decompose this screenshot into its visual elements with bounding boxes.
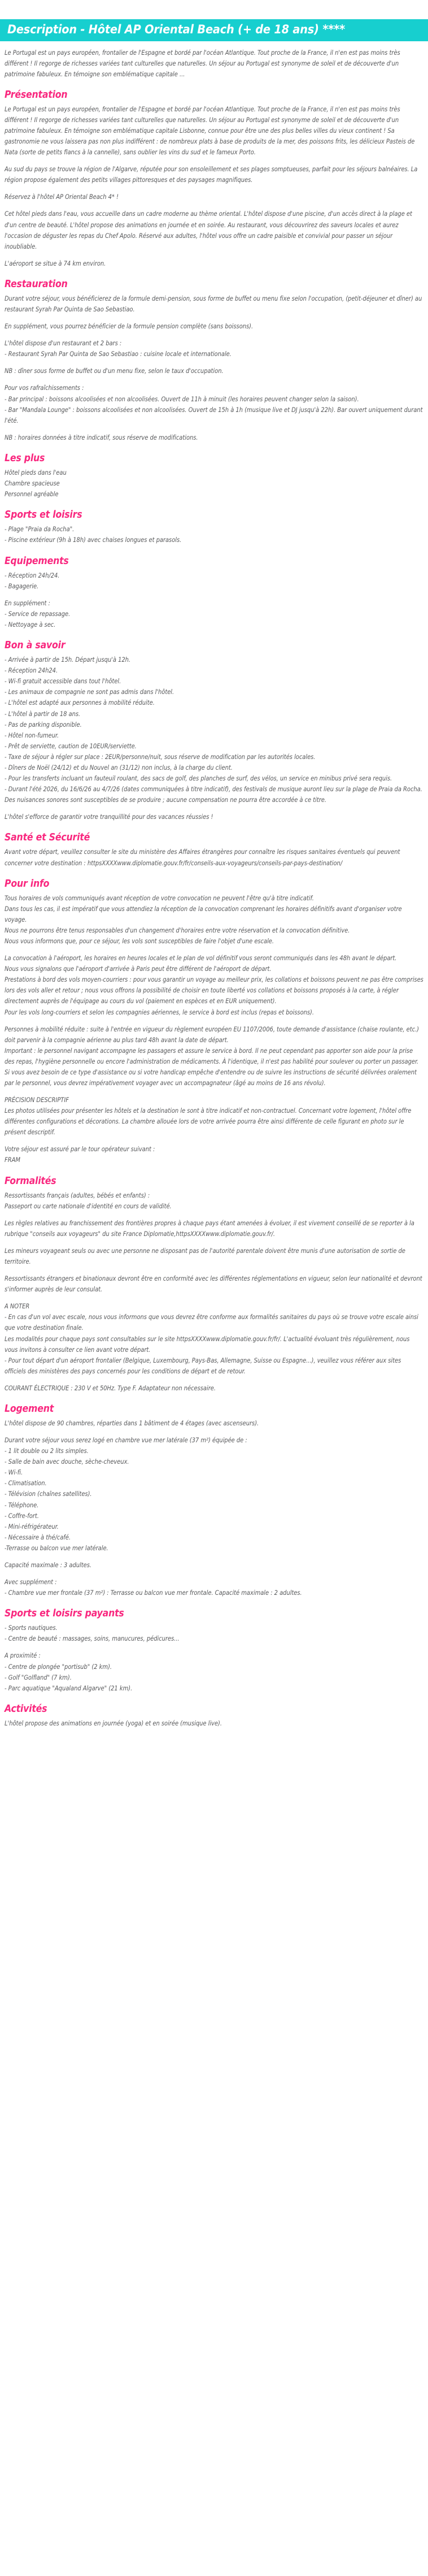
logement-capacity: Capacité maximale : 3 adultes. xyxy=(5,1561,91,1569)
les-plus-item-3: Personnel agréable xyxy=(5,491,59,498)
restauration-paragraph-1: Durant votre séjour, vous bénéficierez de la formule demi-pension, sous forme de buffet ou menu fixe selon l'occupation, (petit-déjeuner et dîner) au restaurant Syrah Par Quinta de Sao Sebastiao. xyxy=(5,295,422,314)
logement-item-8: - Mini-réfrigérateur. xyxy=(5,1523,59,1530)
restauration-paragraph-2: En supplément, vous pourrez bénéficier de la formule pension complète (sans boissons). xyxy=(5,323,254,331)
bon-a-savoir-item-12: - Pour les transferts incluant un fauteuil roulant, des sacs de golf, des planches de surf, des vélos, un service en minibus privé sera requis. xyxy=(5,775,392,782)
formalites-line-4: Les mineurs voyageant seuls ou avec une personne ne disposant pas de l'autorité parentale doivent être munis d'une autorisation de sortie de territoire. xyxy=(5,1247,405,1266)
nearby-item-3: - Parc aquatique "Aqualand Algarve" (21 km). xyxy=(5,1684,133,1692)
bar-item-2: - Bar "Mandala Lounge" : boissons alcoolisées et non alcoolisées. Ouvert de 15h à 1h (musique live et DJ jusqu'à 22h). Bar ouvert uniquement durant l'été. xyxy=(5,406,423,424)
section-heading-formalites: Formalités xyxy=(5,1175,56,1187)
activites-paragraph-1: L'hôtel propose des animations en journée (yoga) et en soirée (musique live). xyxy=(5,1719,222,1727)
logement-item-3: - Wi-fi. xyxy=(5,1469,23,1477)
sports-payants-item-2: - Centre de beauté : massages, soins, manucures, pédicures... xyxy=(5,1635,180,1643)
logement-item-5: - Télévision (chaînes satellites). xyxy=(5,1490,92,1498)
bon-a-savoir-item-5: - L'hôtel est adapté aux personnes à mobilité réduite. xyxy=(5,699,155,707)
section-heading-presentation: Présentation xyxy=(5,89,68,101)
section-heading-les-plus: Les plus xyxy=(5,452,45,464)
equipements-supplement-item-1: - Service de repassage. xyxy=(5,610,71,618)
logement-item-2: - Salle de bain avec douche, sèche-cheveux. xyxy=(5,1458,129,1466)
pour-info-block-3 xyxy=(5,1024,423,1088)
courant-electrique: COURANT ÉLECTRIQUE : 230 V et 50Hz. Type F. Adaptateur non nécessaire. xyxy=(5,1384,216,1392)
equipement-item-1: - Réception 24h/24. xyxy=(5,571,60,579)
logement-intro: L'hôtel dispose de 90 chambres, réparties dans 1 bâtiment de 4 étages (avec ascenseurs). xyxy=(5,1420,259,1428)
restauration-nb-diner: NB : dîner sous forme de buffet ou d'un menu fixe, selon le taux d'occupation. xyxy=(5,367,224,375)
bon-a-savoir-item-3: - Wi-fi gratuit accessible dans tout l'hôtel. xyxy=(5,678,121,686)
logement-supplement-item-1: - Chambre vue mer frontale (37 m²) : Terrasse ou balcon vue mer frontale. Capacité maximale : 2 adultes. xyxy=(5,1589,302,1597)
restaurants-intro: L'hôtel dispose d'un restaurant et 2 bars : xyxy=(5,340,122,348)
pour-info-block-1 xyxy=(5,893,423,947)
logement-room-block xyxy=(5,1435,423,1554)
pour-info-pmr-2: Important : le personnel navigant accompagne les passagers et assure le service à bord. Il ne peut cependant pas apporter son aide pour la prise des repas, l'hygiène personnelle ou encore l'administration de médicaments. À l'identique, il n'est pas habilité pour soulever ou porter un passager. Si vous avez besoin de ce type d'assistance ou si votre handicap empêche d'entendre ou de suivre les instructions de sécurité délivrées oralement par le personnel, vous devrez impérativement voyager avec un accompagnateur (âgé au moins de 16 ans révolu). xyxy=(5,1047,419,1087)
equipements-supplement-intro: En supplément : xyxy=(5,599,50,607)
bon-a-savoir-closing: L'hôtel s'efforce de garantir votre tranquillité pour des vacances réussies ! xyxy=(5,813,213,821)
equipements-supplement xyxy=(5,598,423,630)
bars-intro: Pour vos rafraîchissements : xyxy=(5,384,84,392)
logement-item-1: - 1 lit double ou 2 lits simples. xyxy=(5,1447,89,1455)
equipements-supplement-item-2: - Nettoyage à sec. xyxy=(5,621,56,628)
sports-et-loisirs-list xyxy=(5,524,423,545)
pour-info-line-4: Nous vous informons que, pour ce séjour, les vols sont susceptibles de faire l'objet d'une escale. xyxy=(5,938,274,946)
les-plus-list xyxy=(5,467,423,500)
a-noter-line-1: - En cas d'un vol avec escale, nous vous informons que vous devrez être conforme aux formalités sanitaires du pays où se trouve votre escale ainsi que votre destination finale. xyxy=(5,1313,418,1332)
presentation-paragraph-1: Le Portugal est un pays européen, frontalier de l'Espagne et bordé par l'océan Atlantique. Tout proche de la France, il n'en est pas moins très différent ! Il regorge de richesses variées tant culturelles que naturelles. Un séjour au Portugal est synonyme de soleil et de découverte d'un patrimoine fabuleux. En témoigne son emblématique capitale Lisbonne, connue pour être une des plus belles villes du vieux continent ! Sa gastronomie ne vous laissera pas non plus indifférent : de nombreux plats à base de produits de la mer, des poissons frits, les délicieux Pasteis de Nata (sorte de petits flancs à la cannelle), sans oublier les vins du sud et le fameux Porto. xyxy=(5,105,415,157)
sports-item-2: - Piscine extérieur (9h à 18h) avec chaises longues et parasols. xyxy=(5,536,182,544)
bon-a-savoir-item-1: - Arrivée à partir de 15h. Départ jusqu'à 12h. xyxy=(5,656,131,664)
bon-a-savoir-item-4: - Les animaux de compagnie ne sont pas admis dans l'hôtel. xyxy=(5,688,174,696)
section-heading-bon-a-savoir: Bon à savoir xyxy=(5,640,65,652)
section-heading-sante-et-securite: Santé et Sécurité xyxy=(5,832,90,844)
presentation-paragraph-5: L'aéroport se situe à 74 km environ. xyxy=(5,259,106,267)
logement-item-9: - Nécessaire à thé/café. xyxy=(5,1533,71,1541)
sports-payants-list xyxy=(5,1623,423,1644)
bon-a-savoir-item-10: - Taxe de séjour à régler sur place : 2EUR/personne/nuit, sous réserve de modification par les autorités locales. xyxy=(5,753,316,761)
nearby-item-1: - Centre de plongée "portisub" (2 km). xyxy=(5,1663,112,1671)
bon-a-savoir-item-9: - Prêt de serviette, caution de 10EUR/serviette. xyxy=(5,742,137,750)
pour-info-line-5: La convocation à l'aéroport, les horaires en heures locales et le plan de vol définitif vous seront communiqués dans les 48h avant le départ. xyxy=(5,955,397,962)
pour-info-line-8: Pour les vols long-courriers et selon les compagnies aériennes, le service à bord est inclus (repas et boissons). xyxy=(5,1008,315,1016)
formalites-line-5: Ressortissants étrangers et binationaux devront être en conformité avec les différentes réglementations en vigueur, selon leur nationalité et devront s'informer auprès de leur consulat. xyxy=(5,1275,422,1294)
nearby-intro: A proximité : xyxy=(5,1652,41,1660)
precision-descriptif-block xyxy=(5,1095,423,1138)
logement-item-4: - Climatisation. xyxy=(5,1480,47,1488)
tour-operator-intro: Votre séjour est assuré par le tour opérateur suivant : xyxy=(5,1146,155,1153)
bon-a-savoir-item-7: - Pas de parking disponible. xyxy=(5,721,82,728)
sports-item-1: - Plage "Praia da Rocha". xyxy=(5,526,75,534)
pour-info-line-6: Nous vous signalons que l'aéroport d'arrivée à Paris peut être différent de l'aéroport de départ. xyxy=(5,965,272,973)
bon-a-savoir-list xyxy=(5,654,423,805)
section-heading-restauration: Restauration xyxy=(5,278,68,290)
bon-a-savoir-item-11: - Dîners de Noël (24/12) et du Nouvel an (31/12) non inclus, à la charge du client. xyxy=(5,764,233,771)
sports-payants-nearby xyxy=(5,1650,423,1693)
intro-paragraph: Le Portugal est un pays européen, frontalier de l'Espagne et bordé par l'océan Atlantique. Tout proche de la France, il n'en est pas moins très différent ! Il regorge de richesses variées tant culturelles que naturelles. Un séjour au Portugal est synonyme de soleil et de découverte d'un patrimoine fabuleux. En témoigne son emblématique capitale ... xyxy=(5,49,400,78)
section-heading-activites: Activités xyxy=(5,1703,47,1715)
sports-payants-item-1: - Sports nautiques. xyxy=(5,1624,58,1632)
section-heading-logement: Logement xyxy=(5,1403,54,1415)
bar-item-1: - Bar principal : boissons alcoolisées et non alcoolisées. Ouvert de 11h à minuit (les horaires peuvent changer selon la saison). xyxy=(5,395,359,403)
section-heading-sports-et-loisirs-payants: Sports et loisirs payants xyxy=(5,1608,124,1620)
section-heading-equipements: Equipements xyxy=(5,555,69,567)
formalites-line-1: Ressortissants français (adultes, bébés et enfants) : xyxy=(5,1191,150,1199)
logement-supplement-block xyxy=(5,1577,423,1598)
pour-info-line-3: Nous ne pourrons être tenus responsables d'un changement d'horaires entre votre réservation et la convocation définitive. xyxy=(5,926,350,934)
nearby-item-2: - Golf "Golfland" (7 km). xyxy=(5,1673,72,1681)
pour-info-line-2: Dans tous les cas, il est impératif que vous attendiez la réception de la convocation comprenant les horaires définitifs avant d'organiser votre voyage. xyxy=(5,905,402,923)
restaurant-item: - Restaurant Syrah Par Quinta de Sao Sebastiao : cuisine locale et internationale. xyxy=(5,350,232,358)
logement-item-6: - Téléphone. xyxy=(5,1501,39,1509)
page-content xyxy=(0,41,428,1729)
logement-supplement-intro: Avec supplément : xyxy=(5,1578,57,1586)
restauration-restaurants xyxy=(5,338,423,359)
pour-info-line-7: Prestations à bord des vols moyen-courriers : pour vous garantir un voyage au meilleur prix, les collations et boissons peuvent ne pas être comprises lors des vols aller et retour ; nous vous offrons la possibilité de choisir en toute liberté vos collations et boissons proposés à la carte, à régler directement auprès de l'équipage au cours du vol (paiement en espèces et en EUR uniquement). xyxy=(5,976,423,1005)
logement-item-7: - Coffre-fort. xyxy=(5,1512,39,1520)
pour-info-pmr-1: Personnes à mobilité réduite : suite à l'entrée en vigueur du règlement européen EU 1107/2006, toute demande d'assistance (chaise roulante, etc.) doit parvenir à la compagnie aérienne au plus tard 48h avant la date de départ. xyxy=(5,1025,419,1044)
a-noter-title: A NOTER xyxy=(5,1303,30,1311)
presentation-paragraph-3: Réservez à l'hôtel AP Oriental Beach 4* ! xyxy=(5,193,119,201)
les-plus-item-1: Hôtel pieds dans l'eau xyxy=(5,469,67,476)
a-noter-line-2: Les modalités pour chaque pays sont consultables sur le site httpsXXXXwww.diplomatie.gouv.fr/fr/. L'actualité évoluant très régulièrement, nous vous invitons à consulter ce lien avant votre départ. xyxy=(5,1335,410,1354)
bon-a-savoir-item-13: - Durant l'été 2026, du 16/6/26 au 4/7/26 (dates communiquées à titre indicatif), des festivals de musique auront lieu sur la plage de Praia da Rocha. Des nuisances sonores sont susceptibles de se produire ; aucune compensation ne pourra être accordée à ce titre. xyxy=(5,786,422,804)
presentation-paragraph-2: Au sud du pays se trouve la région de l'Algarve, réputée pour son ensoleillement et ses plages somptueuses, parfait pour les séjours balnéaires. La région propose également des petits villages pittoresques et des paysages magnifiques. xyxy=(5,166,418,184)
section-heading-pour-info: Pour info xyxy=(5,878,50,890)
page-title: Description - Hôtel AP Oriental Beach (+ de 18 ans) **** xyxy=(0,19,428,41)
logement-item-10: -Terrasse ou balcon vue mer latérale. xyxy=(5,1544,108,1552)
top-spacer xyxy=(0,0,428,19)
pour-info-line-1: Tous horaires de vols communiqués avant réception de votre convocation ne peuvent l'être qu'à titre indicatif. xyxy=(5,894,314,902)
les-plus-item-2: Chambre spacieuse xyxy=(5,480,60,488)
sante-paragraph-1: Avant votre départ, veuillez consulter le site du ministère des Affaires étrangères pour connaître les risques sanitaires éventuels qui peuvent concerner votre destination : httpsXXXXwww.diplomatie.gouv.fr/fr/conseils-aux-voyageurs/conseils-par-pays-destination/ xyxy=(5,848,400,867)
precision-descriptif-text: Les photos utilisées pour présenter les hôtels et la destination le sont à titre indicatif et non-contractuel. Concernant votre logement, l'hôtel offre différentes configurations et décorations. La chambre allouée lors de votre arrivée pourra être ainsi différente de celle figurant en photo sur le présent descriptif. xyxy=(5,1107,412,1137)
restauration-bars xyxy=(5,383,423,426)
equipement-item-2: - Bagagerie. xyxy=(5,582,39,590)
formalites-line-3: Les règles relatives au franchissement des frontières propres à chaque pays étant amenées à évoluer, il est vivement conseillé de se reporter à la rubrique "conseils aux voyageurs" du site France Diplomatie,httpsXXXXwww.diplomatie.gouv.fr/. xyxy=(5,1219,414,1238)
restauration-nb-horaires: NB : horaires données à titre indicatif, sous réserve de modifications. xyxy=(5,433,198,441)
bon-a-savoir-item-8: - Hôtel non-fumeur. xyxy=(5,731,59,739)
formalites-a-noter-block xyxy=(5,1301,423,1377)
tour-operator-name: FRAM xyxy=(5,1156,20,1164)
a-noter-line-3: - Pour tout départ d'un aéroport frontalier (Belgique, Luxembourg, Pays-Bas, Allemagne, Suisse ou Espagne...), veuillez vous référer aux sites officiels des ministères des pays concernés pour les conditions de départ et de retour. xyxy=(5,1356,401,1375)
bon-a-savoir-item-6: - L'hôtel à partir de 18 ans. xyxy=(5,710,81,718)
precision-descriptif-title: PRÉCISION DESCRIPTIF xyxy=(5,1096,69,1104)
equipements-list xyxy=(5,570,423,592)
presentation-paragraph-4: Cet hôtel pieds dans l'eau, vous accueille dans un cadre moderne au thème oriental. L'hôtel dispose d'une piscine, d'un accès direct à la plage et d'un centre de beauté. L'hôtel propose des animations en journée et en soirée. Au restaurant, vous découvrirez des saveurs locales et aurez l'occasion de déguster les repas du Chef Apolo. Réservé aux adultes, l'hôtel vous offre un cadre paisible et convivial pour passer un séjour inoubliable. xyxy=(5,210,412,250)
bon-a-savoir-item-2: - Réception 24h24. xyxy=(5,667,58,675)
logement-room-intro: Durant votre séjour vous serez logé en chambre vue mer latérale (37 m²) équipée de : xyxy=(5,1437,247,1445)
formalites-block-1 xyxy=(5,1190,423,1212)
pour-info-block-2 xyxy=(5,953,423,1017)
formalites-line-2: Passeport ou carte nationale d'identité en cours de validité. xyxy=(5,1202,172,1210)
tour-operator-block xyxy=(5,1144,423,1165)
section-heading-sports-et-loisirs: Sports et loisirs xyxy=(5,509,82,521)
